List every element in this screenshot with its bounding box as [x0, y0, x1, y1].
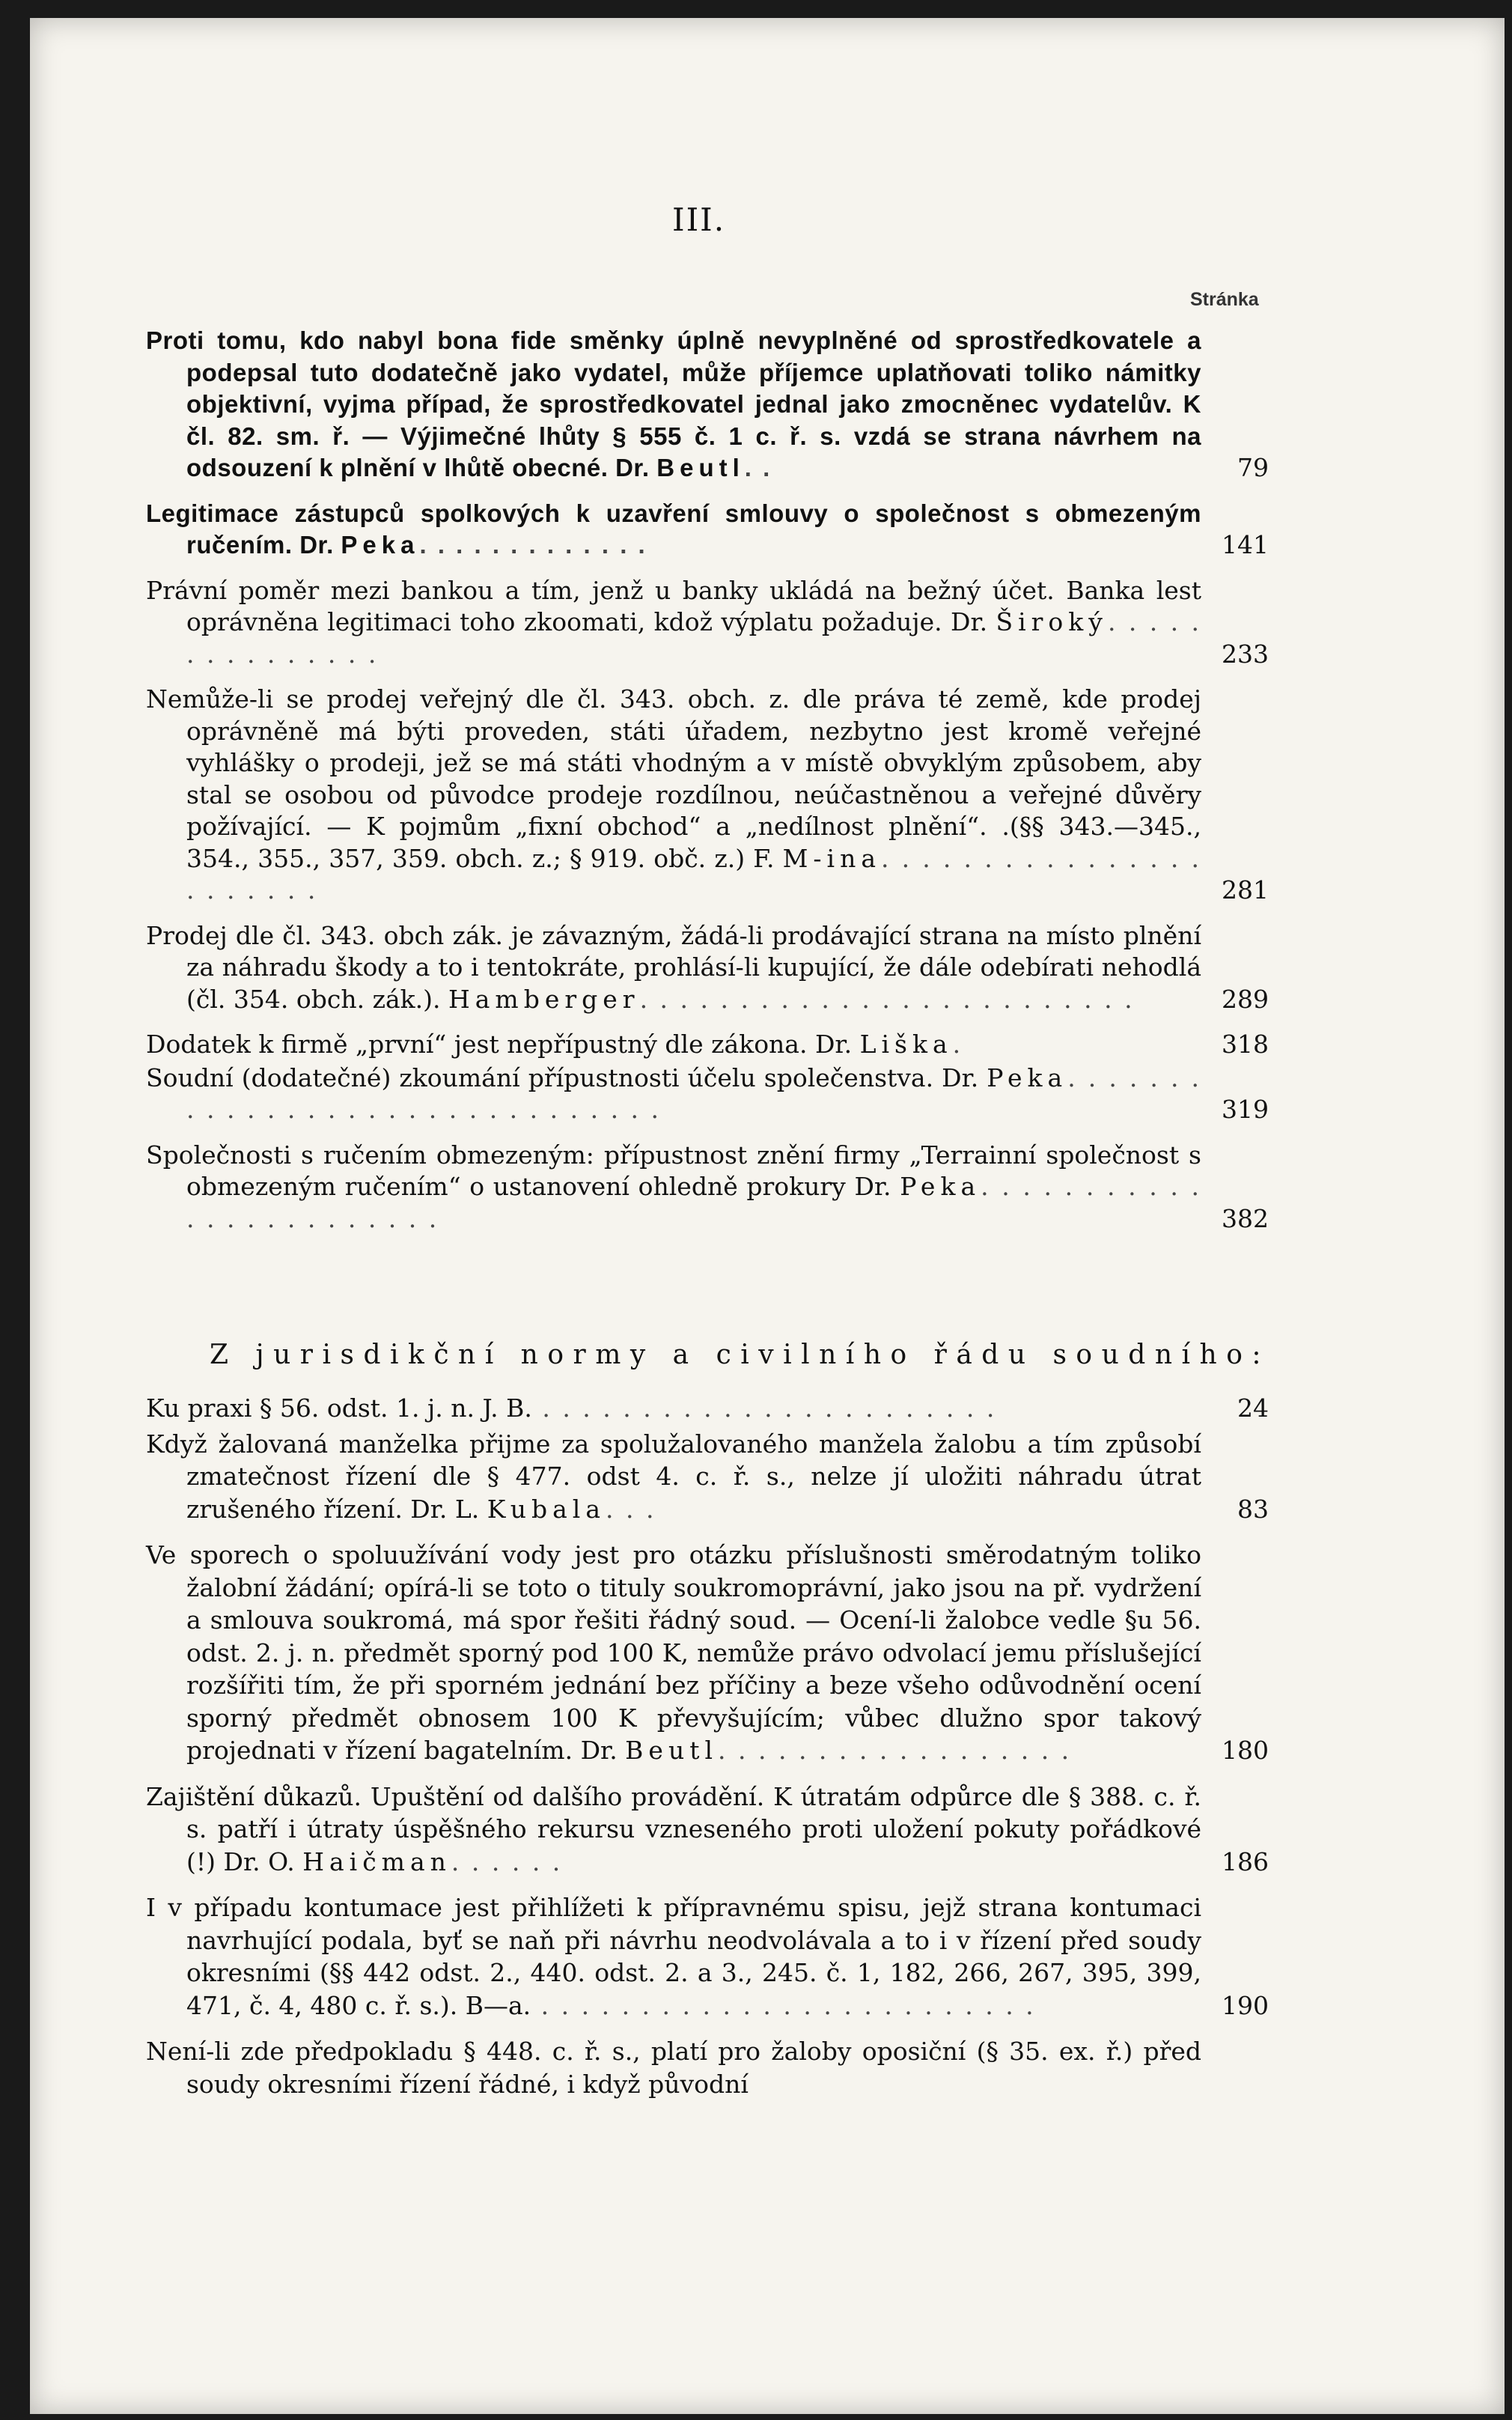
list-item — [146, 325, 1269, 484]
entry-author: Hamberger — [448, 984, 640, 1014]
list-item — [146, 1062, 1269, 1126]
entry-leader: . . . . . . . . . . . . . . . . . . . . . . . — [186, 843, 1202, 905]
entry-page: 281 — [1222, 875, 1269, 905]
entry-leader: . — [952, 1030, 963, 1059]
entry-text: Nemůže-li se prodej veřejný dle čl. 343. obch. z. dle práva té země, kde prodej oprávněně má býti proveden, státi úřadem, nezbytno jest kromě veřejné vyhlášky o prodeji, jež se má státi vhodným a v místě obvyklým způsobem, aby stal se osobou od původce prodeje rozdílnou, neúčastněnou a veřejné důvěry požívající. — K pojmům „fixní obchod“ a „nedílnost plnění“. .(§§ 343.—345., 354., 355., 357, 359. obch. z.; § 919. obč. z.) F. — [146, 684, 1201, 873]
list-item — [146, 920, 1269, 1016]
entry-leader: . . . — [606, 1494, 656, 1524]
entry-author: Beutl — [656, 454, 745, 481]
list-item — [146, 684, 1269, 907]
list-item — [146, 1392, 1269, 1425]
list-item — [146, 1029, 1269, 1061]
book-page — [30, 18, 1505, 2414]
entry-leader: . . . . . . . . . . . . . . . . . . . . . . . . . — [531, 1990, 1036, 2020]
entry-text: Zajištění důkazů. Upuštění od dalšího provádění. K útratám odpůrce dle § 388. c. ř. s. patří i útraty úspěšného rekursu vzneseného proti uložení pokuty pořádkové (!) Dr. O. — [146, 1781, 1201, 1876]
entry-page: 190 — [1222, 1990, 1269, 2020]
entry-author: Široký — [996, 607, 1108, 636]
entry-page: 180 — [1222, 1736, 1269, 1765]
entry-text: Právní poměr mezi bankou a tím, jenž u banky ukládá na bežný účet. Banka lest oprávněna legitimaci toho zkoomati, kdož výplatu požaduje. Dr. — [146, 575, 1201, 636]
entry-author: Beutl — [625, 1736, 719, 1765]
entry-author: Liška — [859, 1030, 953, 1059]
entry-page: 79 — [1237, 453, 1269, 482]
entry-text: Prodej dle čl. 343. obch zák. je závazným, žádá-li prodávající strana na místo plnění za náhradu škody a to i tentokráte, prohlásí-li kupující, že dále odebírati nehodlá (čl. 354. obch. zák.). — [146, 920, 1201, 1014]
entry-text: Proti tomu, kdo nabyl bona fide směnky úplně nevyplněné od sprostředkovatele a podepsal tuto dodatečně jako vydatel, může příjemce uplatňovati toliko námitky objektivní, vyjma případ, že sprostředkovatel jednal jako zmocněnec vydatelův. K čl. 82. sm. ř. — Výjimečné lhůty § 555 č. 1 c. ř. s. vzdá se strana návrhem na odsouzení k plnění v lhůtě obecné. Dr. — [146, 326, 1201, 481]
entry-page: 319 — [1222, 1095, 1269, 1124]
entry-leader: . . . . . . . . . . . . . — [419, 531, 647, 559]
entry-leader: . . . . . . . . . . . . . . . . . . . . . . . — [531, 1393, 997, 1423]
entries-civil-procedure — [146, 1392, 1269, 2114]
entry-leader: . . — [744, 454, 772, 481]
list-item — [146, 575, 1269, 671]
entry-author: Haičman — [302, 1846, 451, 1876]
list-item — [146, 1428, 1269, 1526]
entry-text: Dodatek k firmě „první“ jest nepřípustný dle zákona. Dr. — [146, 1030, 860, 1059]
entry-author: Peka — [900, 1172, 981, 1201]
list-item — [146, 1140, 1269, 1235]
entry-page: 289 — [1222, 984, 1269, 1014]
entry-page: 382 — [1222, 1203, 1269, 1233]
section-heading: Z jurisdikční normy a civilního řádu soudního: — [210, 1340, 1271, 1370]
page-column-label: Stránka — [1190, 289, 1259, 310]
entry-author: Peka — [341, 531, 420, 559]
entry-text: Není-li zde předpokladu § 448. c. ř. s., platí pro žaloby oposiční (§ 35. ex. ř.) před soudy okresními řízení řádné, i když původní — [146, 2037, 1201, 2099]
entry-page: 318 — [1222, 1030, 1269, 1059]
list-item — [146, 498, 1269, 562]
entry-text: Legitimace zástupců spolkových k uzavření smlouvy o společnost s obmezeným ručením. Dr. — [146, 499, 1201, 559]
entry-text: Když žalovaná manželka přijme za spolužalovaného manžela žalobu a tím způsobí zmatečnost řízení dle § 477. odst 4. c. ř. s., nelze jí uložiti náhradu útrat zrušeného řízení. Dr. L. — [146, 1429, 1201, 1524]
entry-leader: . . . . . . — [451, 1846, 563, 1876]
entry-leader: . . . . . . . . . . . . . . . — [186, 607, 1201, 669]
list-item — [146, 1891, 1269, 2022]
entry-page: 186 — [1222, 1846, 1269, 1876]
entry-leader: . . . . . . . . . . . . . . . . . . — [718, 1736, 1072, 1765]
entry-text: Společnosti s ručením obmezeným: přípustnost znění firmy „Terrainní společnost s obmezeným ručením“ o ustanovení ohledně prokury Dr. — [146, 1140, 1201, 1201]
entry-page: 83 — [1237, 1494, 1269, 1524]
list-item — [146, 1781, 1269, 1879]
list-item — [146, 2035, 1269, 2100]
list-item — [146, 1539, 1269, 1767]
entry-leader: . . . . . . . . . . . . . . . . . . . . . . . . . — [639, 984, 1135, 1014]
entry-author: Peka — [987, 1062, 1068, 1092]
entry-text: I v případu kontumace jest přihlížeti k přípravnému spisu, jejž strana kontumaci navrhující podala, byť se naň při návrhu neodvolávala a to i v řízení před soudy okresními (§§ 442 odst. 2., 440. odst. 2. a 3., 245. č. 1, 182, 266, 267, 395, 399, 471, č. 4, 480 c. ř. s.). B—a. — [146, 1893, 1201, 2020]
entry-page: 233 — [1222, 639, 1269, 669]
entry-leader: . . . . . . . . . . . . . . . . . . . . . . . . . . . . . . . — [186, 1062, 1201, 1124]
entries-commercial-law — [146, 325, 1269, 1248]
entry-text: Ku praxi § 56. odst. 1. j. n. J. B. — [146, 1393, 532, 1423]
entry-page: 141 — [1222, 530, 1269, 559]
entry-author: M-ina — [782, 843, 882, 873]
page-number: III. — [672, 201, 726, 238]
entry-text: Ve sporech o spoluužívání vody jest pro otázku příslušnosti směrodatným toliko žalobní žádání; opírá-li se toto o tituly soukromoprávní, jako jsou na př. vydržení a smlouva soukromá, má spor řešiti řádný soud. — Ocení-li žalobce vedle §u 56. odst. 2. j. n. předmět sporný pod 100 K, nemůže právo odvolací jemu příslušející rozšířiti tím, že při sporném jednání bez příčiny a beze všeho odůvodnění ocení sporný předmět obnosem 100 K převyšujícím; vůbec dlužno spor takový projednati v řízení bagatelním. Dr. — [146, 1540, 1201, 1765]
entry-page: 24 — [1237, 1393, 1269, 1423]
entry-leader: . . . . . . . . . . . . . . . . . . . . . . . . — [186, 1172, 1201, 1233]
entry-author: Kubala — [487, 1494, 606, 1524]
entry-text: Soudní (dodatečné) zkoumání přípustnosti účelu společenstva. Dr. — [146, 1062, 987, 1092]
